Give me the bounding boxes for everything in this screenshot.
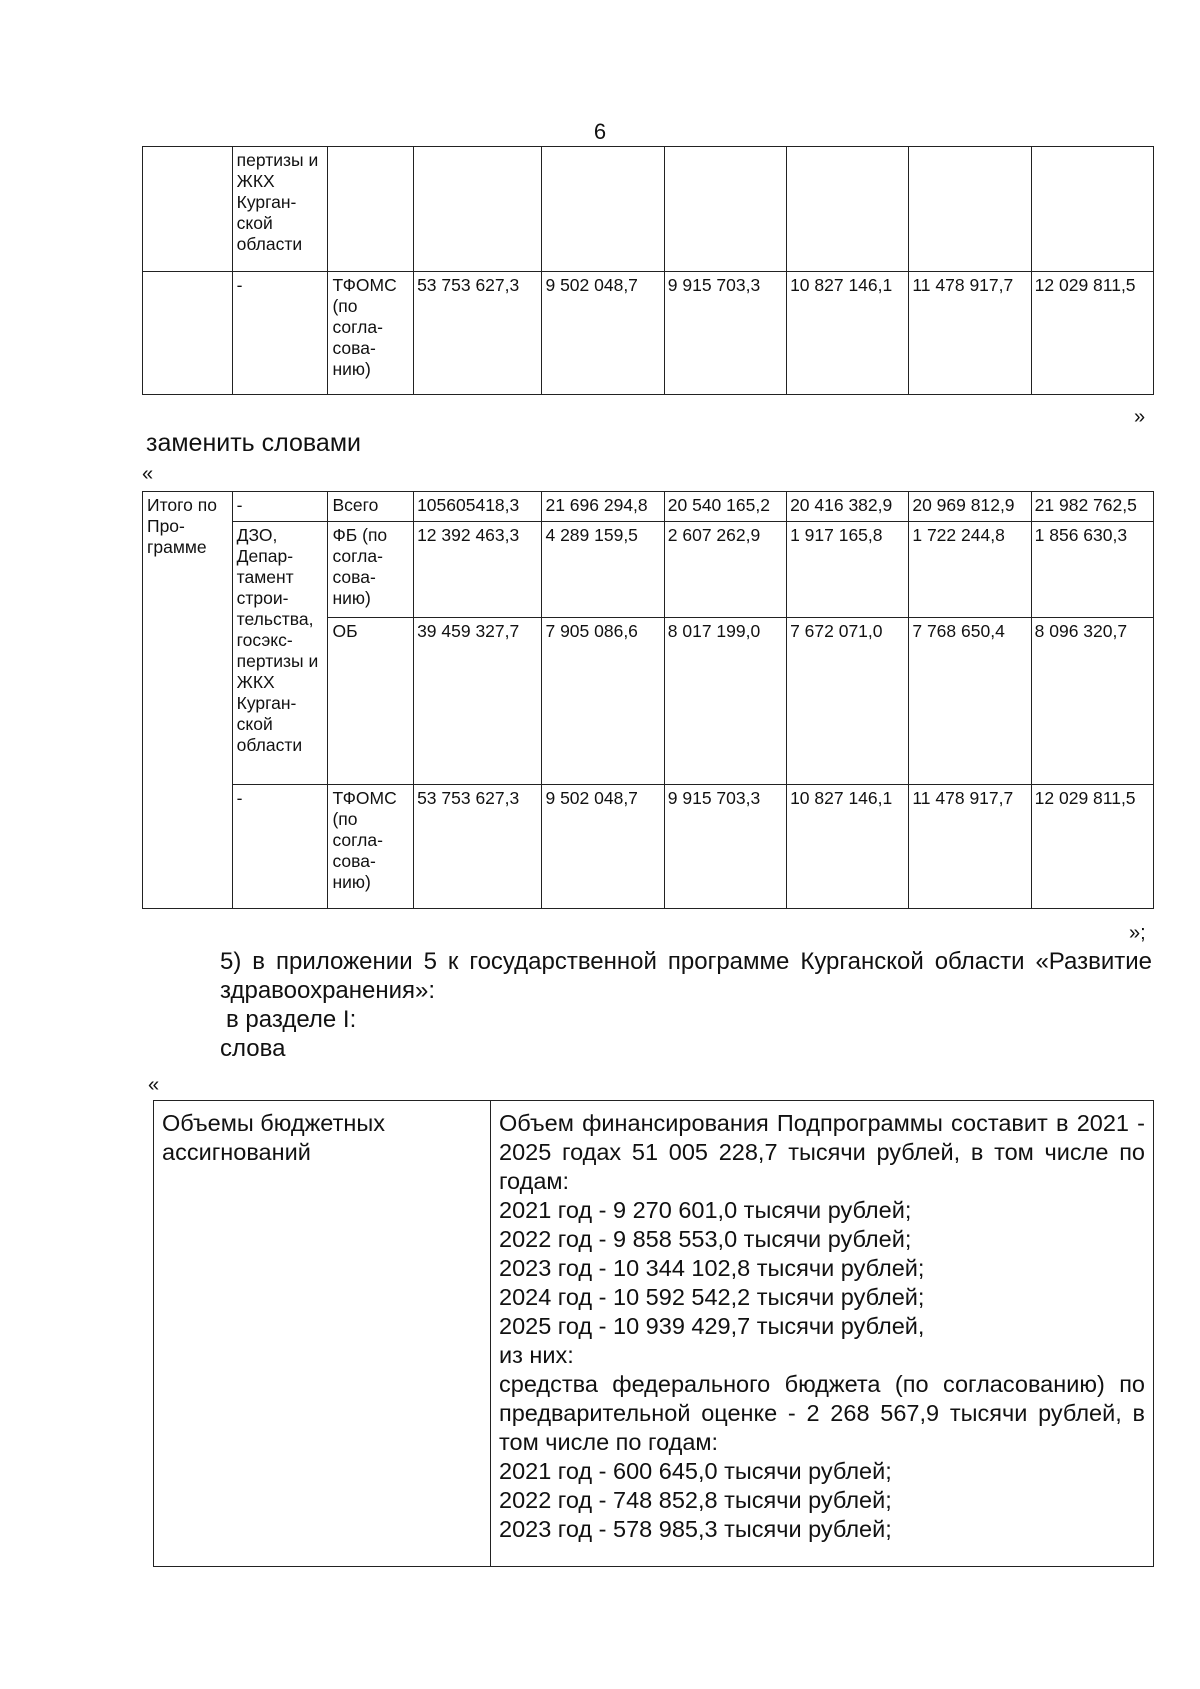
amendment-paragraph — [162, 947, 1152, 1063]
table-cell-value: 53 753 627,3 — [414, 785, 542, 909]
table-cell-value: 11 478 917,7 — [909, 785, 1031, 909]
table-cell-value: 9 502 048,7 — [542, 272, 664, 395]
table-row — [143, 522, 1154, 618]
replace-instruction: заменить словами — [146, 429, 361, 457]
table-cell-source: ТФОМС (по согла- сова- нию) — [328, 272, 414, 395]
table-cell — [787, 147, 909, 272]
of-them-label: из них: — [499, 1342, 574, 1368]
table-cell-source: Всего — [328, 492, 414, 522]
table-cell-value: 7 672 071,0 — [787, 618, 909, 785]
table-cell-value: 20 540 165,2 — [664, 492, 786, 522]
year-line: 2023 год - 10 344 102,8 тысячи рублей; — [499, 1255, 925, 1281]
table-cell-value: 21 696 294,8 — [542, 492, 664, 522]
table-cell-value: 8 017 199,0 — [664, 618, 786, 785]
table-cell-value: 20 416 382,9 — [787, 492, 909, 522]
table-previous-wording — [142, 146, 1154, 395]
table-cell-value: 1 856 630,3 — [1031, 522, 1153, 618]
table-cell-value: 7 905 086,6 — [542, 618, 664, 785]
table-cell-source: ТФОМС (по согла- сова- нию) — [328, 785, 414, 909]
table-cell — [1031, 147, 1153, 272]
year-line: 2022 год - 9 858 553,0 тысячи рублей; — [499, 1226, 912, 1252]
paragraph-line: 5) в приложении 5 к государственной программе Курганской области «Развитие здравоохранения»: — [220, 948, 1152, 1004]
page-number: 6 — [593, 119, 607, 144]
paragraph-line: в разделе I: — [226, 1006, 357, 1033]
table-cell-value: 11 478 917,7 — [909, 272, 1031, 395]
table-cell-value: 39 459 327,7 — [414, 618, 542, 785]
table-cell-value: 7 768 650,4 — [909, 618, 1031, 785]
table-cell-source: ОБ — [328, 618, 414, 785]
table-new-wording — [142, 491, 1154, 909]
table-cell-value: 9 915 703,3 — [664, 785, 786, 909]
table-cell-value: 4 289 159,5 — [542, 522, 664, 618]
year-line: 2024 год - 10 592 542,2 тысячи рублей; — [499, 1284, 925, 1310]
closing-quote: » — [1134, 406, 1146, 428]
table-cell-value: 9 915 703,3 — [664, 272, 786, 395]
table-cell-content — [491, 1101, 1154, 1567]
table-row — [143, 492, 1154, 522]
opening-quote: « — [148, 1074, 160, 1096]
table-cell-executor: пертизы и ЖКХ Курган- ской области — [232, 147, 328, 272]
financing-intro: Объем финансирования Подпрограммы составит в 2021 - 2025 годах 51 005 228,7 тысячи рублей, в том числе по годам: — [499, 1110, 1145, 1194]
year-line: 2021 год - 9 270 601,0 тысячи рублей; — [499, 1197, 912, 1223]
table-cell — [414, 147, 542, 272]
year-line: 2022 год - 748 852,8 тысячи рублей; — [499, 1487, 892, 1513]
table-cell-executor: ДЗО, Депар- тамент строи- тельства, госэкс- пертизы и ЖКХ Курган- ской области — [232, 522, 328, 785]
passport-table — [153, 1100, 1154, 1567]
table-row — [143, 147, 1154, 272]
table-cell — [143, 147, 233, 272]
table-row — [143, 272, 1154, 395]
table-cell-value: 20 969 812,9 — [909, 492, 1031, 522]
federal-budget-text: средства федерального бюджета (по согласованию) по предварительной оценке - 2 268 567,9 тысячи рублей, в том числе по годам: — [499, 1371, 1145, 1455]
table-row — [154, 1101, 1154, 1567]
table-cell-executor: - — [232, 785, 328, 909]
table-cell-value: 12 029 811,5 — [1031, 272, 1153, 395]
table-cell — [909, 147, 1031, 272]
table-cell — [664, 147, 786, 272]
year-line: 2023 год - 578 985,3 тысячи рублей; — [499, 1516, 892, 1542]
table-cell-value: 12 392 463,3 — [414, 522, 542, 618]
closing-quote: »; — [1129, 922, 1146, 944]
table-cell-value: 12 029 811,5 — [1031, 785, 1153, 909]
table-cell-total-label: Итого по Про- грамме — [143, 492, 233, 909]
table-cell-value: 1 917 165,8 — [787, 522, 909, 618]
table-cell-source: ФБ (по согла- сова- нию) — [328, 522, 414, 618]
table-cell-value: 10 827 146,1 — [787, 272, 909, 395]
paragraph-line: слова — [220, 1035, 286, 1062]
table-cell-value: 1 722 244,8 — [909, 522, 1031, 618]
table-cell-value: 9 502 048,7 — [542, 785, 664, 909]
table-cell-value: 8 096 320,7 — [1031, 618, 1153, 785]
table-cell-value: 53 753 627,3 — [414, 272, 542, 395]
table-cell-value: 21 982 762,5 — [1031, 492, 1153, 522]
table-cell-value: 10 827 146,1 — [787, 785, 909, 909]
table-cell-value: 2 607 262,9 — [664, 522, 786, 618]
opening-quote: « — [142, 463, 154, 485]
table-cell-executor: - — [232, 272, 328, 395]
table-row — [143, 785, 1154, 909]
table-cell-label: Объемы бюджетных ассигнований — [154, 1101, 491, 1567]
table-cell — [143, 272, 233, 395]
year-line: 2021 год - 600 645,0 тысячи рублей; — [499, 1458, 892, 1484]
table-cell-value: 105605418,3 — [414, 492, 542, 522]
table-cell — [328, 147, 414, 272]
table-cell-executor: - — [232, 492, 328, 522]
table-cell — [542, 147, 664, 272]
year-line: 2025 год - 10 939 429,7 тысячи рублей, — [499, 1313, 925, 1339]
